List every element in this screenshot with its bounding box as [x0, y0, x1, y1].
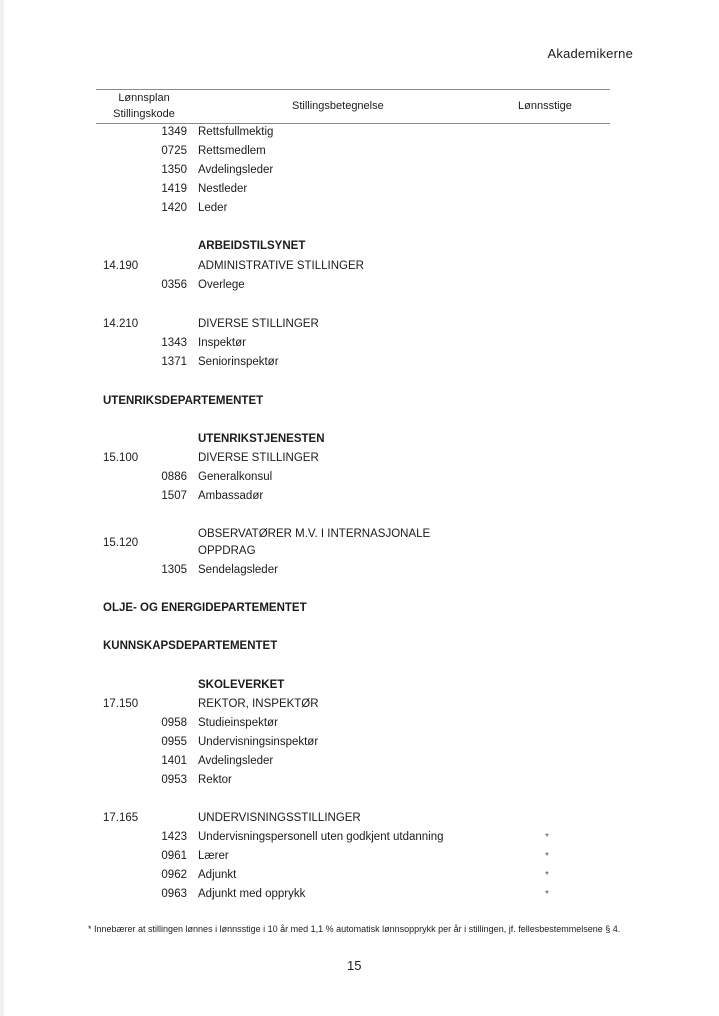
position-code: 0958 — [161, 717, 187, 729]
position-code: 1305 — [161, 564, 187, 576]
section-heading: SKOLEVERKET — [198, 679, 285, 691]
group-title: UNDERVISNINGSSTILLINGER — [198, 812, 361, 824]
section-heading: ARBEIDSTILSYNET — [198, 240, 306, 252]
position-code: 1419 — [161, 183, 187, 195]
pay-plan-number: 17.150 — [103, 698, 139, 710]
position-code: 1420 — [161, 202, 187, 214]
position-title: Seniorinspektør — [198, 356, 279, 368]
group-title: REKTOR, INSPEKTØR — [198, 698, 319, 710]
pay-plan-number: 15.100 — [103, 452, 139, 464]
position-title: Overlege — [198, 279, 245, 291]
pay-plan-number: 14.190 — [103, 260, 139, 272]
position-title: Rektor — [198, 774, 232, 786]
page-number: 15 — [347, 958, 362, 973]
position-title: Studieinspektør — [198, 717, 278, 729]
position-title: Avdelingsleder — [198, 164, 274, 176]
group-title-line2: OPPDRAG — [198, 545, 256, 557]
position-code: 0725 — [161, 145, 187, 157]
position-title: Avdelingsleder — [198, 755, 274, 767]
position-code: 0963 — [161, 888, 187, 900]
position-title: Inspektør — [198, 337, 246, 349]
pay-plan-number: 17.165 — [103, 812, 139, 824]
position-code: 0886 — [161, 471, 187, 483]
position-title: Rettsmedlem — [198, 145, 266, 157]
position-title: Generalkonsul — [198, 471, 273, 483]
pay-ladder-mark: * — [545, 889, 549, 900]
column-header-title: Stillingsbetegnelse — [292, 100, 384, 112]
position-title: Undervisningsinspektør — [198, 736, 319, 748]
position-code: 0955 — [161, 736, 187, 748]
group-title: DIVERSE STILLINGER — [198, 318, 319, 330]
position-title: Sendelagsleder — [198, 564, 278, 576]
pay-plan-number: 15.120 — [103, 537, 139, 549]
column-header-ladder: Lønnsstige — [518, 100, 572, 112]
position-code: 0962 — [161, 869, 187, 881]
page-edge — [0, 0, 4, 1016]
group-title: DIVERSE STILLINGER — [198, 452, 319, 464]
pay-ladder-mark: * — [545, 832, 549, 843]
pay-ladder-mark: * — [545, 851, 549, 862]
position-code: 0356 — [161, 279, 187, 291]
position-code: 1507 — [161, 490, 187, 502]
position-code: 1423 — [161, 831, 187, 843]
column-header-plan-line2: Stillingskode — [113, 108, 175, 120]
position-title: Leder — [198, 202, 228, 214]
position-title: Lærer — [198, 850, 229, 862]
group-title-line1: OBSERVATØRER M.V. I INTERNASJONALE — [198, 528, 431, 540]
position-code: 1371 — [161, 356, 187, 368]
pay-ladder-mark: * — [545, 870, 549, 881]
column-header-plan — [104, 90, 184, 122]
position-code: 1401 — [161, 755, 187, 767]
position-code: 0953 — [161, 774, 187, 786]
position-title: Rettsfullmektig — [198, 126, 274, 138]
group-title: ADMINISTRATIVE STILLINGER — [198, 260, 364, 272]
position-title: Nestleder — [198, 183, 248, 195]
position-code: 0961 — [161, 850, 187, 862]
department-heading: OLJE- OG ENERGIDEPARTEMENTET — [103, 602, 307, 614]
position-title: Undervisningspersonell uten godkjent utdanning — [198, 831, 444, 843]
position-code: 1349 — [161, 126, 187, 138]
organization-name: Akademikerne — [547, 46, 633, 61]
position-code: 1343 — [161, 337, 187, 349]
footnote: * Innebærer at stillingen lønnes i lønnsstige i 10 år med 1,1 % automatisk lønnsopprykk per år i stillingen, jf. fellesbestemmelsene § 4. — [88, 924, 621, 934]
section-heading: UTENRIKSTJENESTEN — [198, 433, 325, 445]
pay-plan-number: 14.210 — [103, 318, 139, 330]
position-title: Ambassadør — [198, 490, 264, 502]
department-heading: KUNNSKAPSDEPARTEMENTET — [103, 640, 278, 652]
department-heading: UTENRIKSDEPARTEMENTET — [103, 395, 264, 407]
position-code: 1350 — [161, 164, 187, 176]
column-header-plan-line1: Lønnsplan — [118, 92, 170, 104]
position-title: Adjunkt med opprykk — [198, 888, 306, 900]
position-title: Adjunkt — [198, 869, 237, 881]
